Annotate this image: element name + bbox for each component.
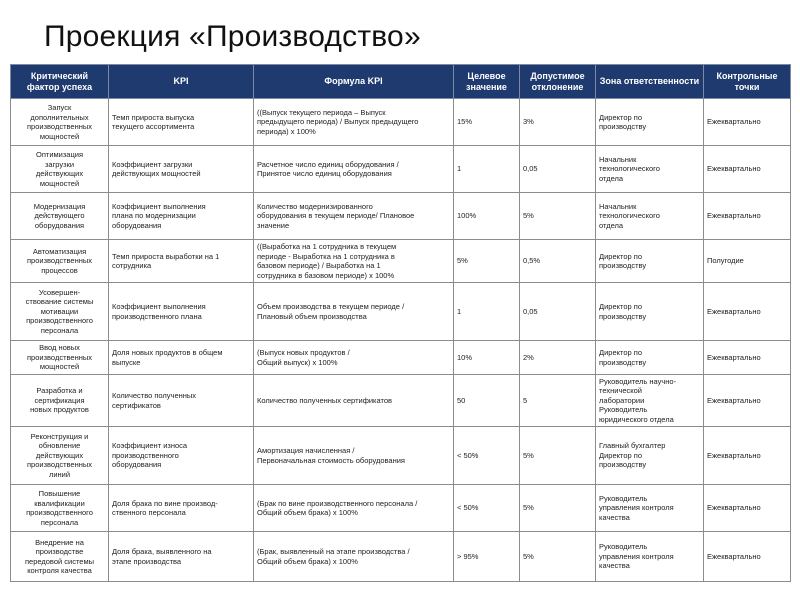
cell-factor-text: Запуск дополнительных производственных мощностей — [27, 103, 92, 141]
table-row — [11, 283, 791, 341]
cell-period — [704, 427, 791, 485]
cell-deviation-text: 3% — [523, 117, 534, 127]
cell-target-text: < 50% — [457, 503, 479, 513]
cell-formula-text: ((Выпуск текущего периода – Выпуск предыдущего периода) / Выпуск предыдущего периода) x 100% — [257, 107, 419, 136]
cell-period-text: Ежеквартально — [707, 551, 761, 561]
cell-zone-text: Начальник технологического отдела — [599, 154, 660, 183]
cell-zone — [596, 532, 704, 582]
table-row — [11, 485, 791, 532]
cell-kpi — [109, 146, 254, 193]
cell-kpi-text: Коэффициент износа производственного оборудования — [112, 441, 188, 470]
cell-kpi — [109, 240, 254, 283]
cell-formula-text: (Брак по вине производственного персонала / Общий объем брака) x 100% — [257, 498, 418, 517]
cell-kpi — [109, 532, 254, 582]
cell-target — [454, 375, 520, 427]
cell-target — [454, 193, 520, 240]
cell-factor-text: Реконструкция и обновление действующих производственных линий — [27, 431, 92, 479]
cell-deviation — [520, 532, 596, 582]
cell-formula — [254, 99, 454, 146]
cell-zone-text: Руководитель управления контроля качества — [599, 542, 674, 571]
cell-target — [454, 341, 520, 375]
table-row — [11, 375, 791, 427]
cell-kpi-text: Темп прироста выпуска текущего ассортимента — [112, 112, 195, 131]
cell-factor-text: Ввод новых производственных мощностей — [27, 343, 92, 372]
cell-deviation — [520, 375, 596, 427]
table-row — [11, 99, 791, 146]
cell-kpi-text: Количество полученных сертификатов — [112, 391, 197, 410]
cell-period-text: Ежеквартально — [707, 117, 761, 127]
cell-zone — [596, 283, 704, 341]
cell-factor — [11, 240, 109, 283]
table-row — [11, 341, 791, 375]
cell-formula-text: Количество полученных сертификатов — [257, 395, 393, 405]
cell-formula — [254, 427, 454, 485]
cell-period — [704, 532, 791, 582]
cell-factor-text: Разработка и сертификация новых продуктов — [30, 386, 89, 415]
cell-target-text: < 50% — [457, 450, 479, 460]
cell-factor-text: Оптимизация загрузки действующих мощностей — [35, 150, 84, 188]
table-row — [11, 532, 791, 582]
cell-period-text: Ежеквартально — [707, 352, 761, 362]
cell-formula — [254, 341, 454, 375]
cell-factor — [11, 375, 109, 427]
cell-target — [454, 485, 520, 532]
cell-deviation — [520, 99, 596, 146]
header-kpi-formula: Формула KPI — [254, 65, 454, 99]
cell-target — [454, 146, 520, 193]
header-checkpoints: Контрольные точки — [704, 65, 791, 99]
cell-period-text: Ежеквартально — [707, 164, 761, 174]
cell-formula-text: ((Выработка на 1 сотрудника в текущем периоде - Выработка на 1 сотрудника в базовом периоде) / Выработка на 1 сотрудника в базовом периоде) x 100% — [257, 242, 397, 280]
cell-deviation-text: 2% — [523, 352, 534, 362]
cell-deviation — [520, 193, 596, 240]
cell-factor — [11, 146, 109, 193]
cell-deviation — [520, 427, 596, 485]
cell-period-text: Ежеквартально — [707, 211, 761, 221]
cell-zone-text: Директор по производству — [599, 251, 647, 270]
cell-deviation-text: 5 — [523, 395, 528, 405]
cell-deviation — [520, 283, 596, 341]
header-critical-factor: Критический фактор успеха — [11, 65, 109, 99]
header-target-value: Целевое значение — [454, 65, 520, 99]
table-row — [11, 240, 791, 283]
cell-zone — [596, 341, 704, 375]
cell-period-text: Ежеквартально — [707, 450, 761, 460]
cell-formula — [254, 193, 454, 240]
cell-kpi-text: Доля брака, выявленного на этапе производства — [112, 547, 212, 566]
table-header-row — [11, 65, 791, 99]
cell-zone — [596, 99, 704, 146]
cell-kpi-text: Коэффициент выполнения плана по модернизации оборудования — [112, 201, 206, 230]
cell-formula-text: Объем производства в текущем периоде / Плановый объем производства — [257, 302, 405, 321]
cell-deviation-text: 5% — [523, 211, 534, 221]
cell-deviation-text: 5% — [523, 503, 534, 513]
cell-period — [704, 485, 791, 532]
cell-zone — [596, 240, 704, 283]
cell-zone — [596, 485, 704, 532]
cell-factor — [11, 427, 109, 485]
cell-factor — [11, 485, 109, 532]
cell-target-text: 1 — [457, 164, 462, 174]
cell-target-text: > 95% — [457, 551, 479, 561]
cell-deviation — [520, 485, 596, 532]
cell-kpi — [109, 375, 254, 427]
cell-zone-text: Руководитель управления контроля качества — [599, 493, 674, 522]
cell-deviation — [520, 146, 596, 193]
cell-zone — [596, 375, 704, 427]
cell-factor-text: Внедрение на производстве передовой системы контроля качества — [24, 537, 95, 575]
cell-target-text: 5% — [457, 256, 468, 266]
cell-period — [704, 341, 791, 375]
cell-period — [704, 283, 791, 341]
cell-formula-text: Количество модернизированного оборудования в текущем периоде/ Плановое значение — [257, 201, 415, 230]
cell-kpi — [109, 485, 254, 532]
cell-target-text: 1 — [457, 306, 462, 316]
cell-formula — [254, 485, 454, 532]
cell-kpi-text: Доля брака по вине производ- ственного персонала — [112, 498, 218, 517]
table-row — [11, 427, 791, 485]
cell-kpi — [109, 193, 254, 240]
cell-target — [454, 427, 520, 485]
cell-period — [704, 99, 791, 146]
cell-period — [704, 193, 791, 240]
cell-period — [704, 146, 791, 193]
cell-formula-text: (Брак, выявленный на этапе производства / Общий объем брака) x 100% — [257, 547, 410, 566]
cell-target — [454, 99, 520, 146]
cell-zone-text: Директор по производству — [599, 112, 647, 131]
cell-deviation — [520, 240, 596, 283]
cell-formula-text: Амортизация начисленная / Первоначальная стоимость оборудования — [257, 446, 405, 465]
cell-factor-text: Автоматизация производственных процессов — [27, 246, 92, 275]
cell-factor — [11, 99, 109, 146]
table-row — [11, 146, 791, 193]
header-kpi: KPI — [109, 65, 254, 99]
cell-factor-text: Усовершен- ствование системы мотивации производственного персонала — [25, 287, 94, 335]
cell-formula — [254, 532, 454, 582]
cell-zone-text: Директор по производству — [599, 302, 647, 321]
cell-period — [704, 375, 791, 427]
header-responsibility-zone: Зона ответственности — [596, 65, 704, 99]
cell-target-text: 15% — [457, 117, 473, 127]
header-allowed-deviation: Допустимое отклонение — [520, 65, 596, 99]
table-row — [11, 193, 791, 240]
cell-deviation — [520, 341, 596, 375]
cell-kpi-text: Коэффициент загрузки действующих мощностей — [112, 159, 201, 178]
cell-period — [704, 240, 791, 283]
cell-formula-text: (Выпуск новых продуктов / Общий выпуск) x 100% — [257, 348, 350, 367]
cell-zone-text: Главный бухгалтер Директор по производству — [599, 441, 666, 470]
cell-kpi — [109, 341, 254, 375]
cell-zone — [596, 427, 704, 485]
cell-deviation-text: 5% — [523, 551, 534, 561]
cell-kpi — [109, 99, 254, 146]
cell-kpi — [109, 427, 254, 485]
cell-formula-text: Расчетное число единиц оборудования / Принятое число единиц оборудования — [257, 159, 399, 178]
cell-kpi-text: Темп прироста выработки на 1 сотрудника — [112, 251, 220, 270]
cell-factor — [11, 532, 109, 582]
cell-target-text: 10% — [457, 352, 473, 362]
cell-deviation-text: 0,05 — [523, 306, 538, 316]
cell-zone-text: Директор по производству — [599, 348, 647, 367]
cell-factor-text: Повышение квалификации производственного персонала — [26, 489, 93, 527]
cell-kpi — [109, 283, 254, 341]
page-title: Проекция «Производство» — [44, 20, 421, 53]
cell-formula — [254, 283, 454, 341]
cell-deviation-text: 5% — [523, 450, 534, 460]
cell-zone — [596, 146, 704, 193]
cell-target — [454, 240, 520, 283]
cell-formula — [254, 146, 454, 193]
cell-period-text: Ежеквартально — [707, 395, 761, 405]
cell-deviation-text: 0,05 — [523, 164, 538, 174]
cell-formula — [254, 375, 454, 427]
cell-target — [454, 532, 520, 582]
cell-target — [454, 283, 520, 341]
cell-period-text: Ежеквартально — [707, 503, 761, 513]
cell-factor — [11, 341, 109, 375]
cell-period-text: Ежеквартально — [707, 306, 761, 316]
cell-factor — [11, 283, 109, 341]
cell-target-text: 100% — [457, 211, 477, 221]
cell-zone — [596, 193, 704, 240]
cell-zone-text: Начальник технологического отдела — [599, 201, 660, 230]
cell-target-text: 50 — [457, 395, 466, 405]
cell-deviation-text: 0,5% — [523, 256, 541, 266]
cell-kpi-text: Доля новых продуктов в общем выпуске — [112, 348, 223, 367]
kpi-table — [10, 64, 791, 582]
cell-factor — [11, 193, 109, 240]
cell-formula — [254, 240, 454, 283]
cell-kpi-text: Коэффициент выполнения производственного плана — [112, 302, 206, 321]
cell-factor-text: Модернизация действующего оборудования — [33, 201, 86, 230]
cell-period-text: Полугодие — [707, 256, 744, 266]
cell-zone-text: Руководитель научно- технической лаборатории Руководитель юридического отдела — [599, 376, 677, 424]
